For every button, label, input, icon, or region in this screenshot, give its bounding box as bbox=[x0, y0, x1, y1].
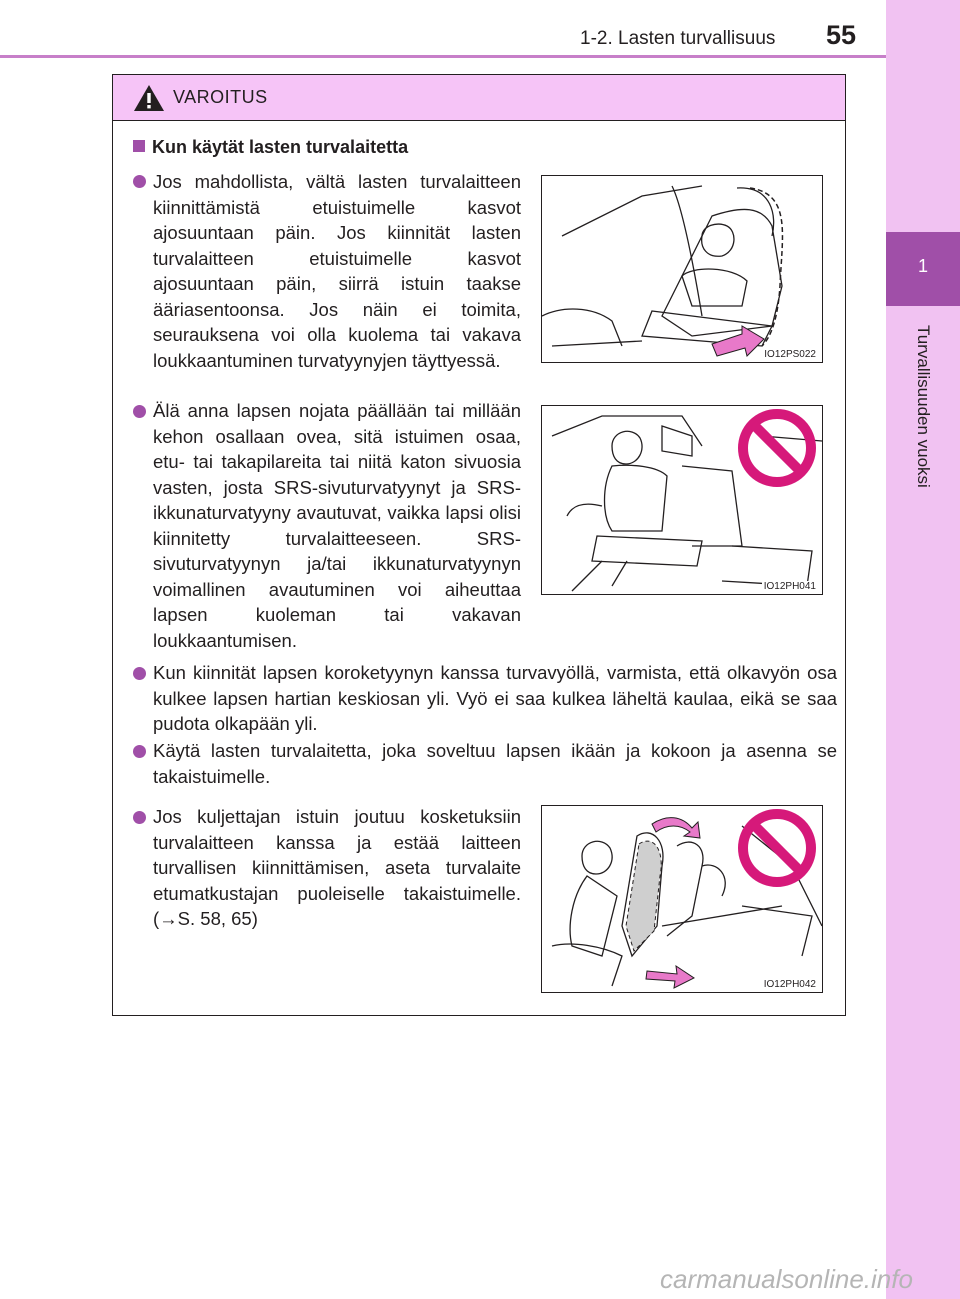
prohibition-icon bbox=[743, 414, 811, 482]
warning-triangle-icon bbox=[133, 83, 165, 113]
bullet-dot-icon bbox=[133, 405, 146, 418]
watermark: carmanualsonline.info bbox=[660, 1264, 913, 1294]
square-bullet-icon bbox=[133, 140, 145, 152]
bullet-dot-icon bbox=[133, 175, 146, 188]
figure-child-leaning bbox=[541, 405, 823, 595]
subheading-text: Kun käytät lasten turvalaitetta bbox=[152, 137, 409, 157]
child-seat-illustration bbox=[542, 176, 823, 363]
bullet-dot-icon bbox=[133, 667, 146, 680]
bullet-3-text: Kun kiinnität lapsen koroketyynyn kanssa turvavyöllä, varmista, että olkavyön osa kulkee lapsen hartian keskiosan yli. Vyö ei saa kulkea läheltä kaulaa, eikä se saa pudota olkapään yli. bbox=[153, 662, 837, 734]
section-title: 1-2. Lasten turvallisuus bbox=[580, 28, 776, 49]
bullet-1-text: Jos mahdollista, vältä lasten turvalaitteen kiinnittämistä etuistuimelle kasvot ajosuuntaan päin. Jos kiinnität lasten turvalaitteen etuistuimelle kasvot ajosuuntaan päin, siirrä istuin taakse ääriasentoonsa. Jos näin ei toimita, seurauksena voi olla kuolema tai vakava loukkaantuminen turvatyynyjen täyttyessä. bbox=[153, 171, 521, 371]
bullet-dot-icon bbox=[133, 745, 146, 758]
figure-seat-contact bbox=[541, 805, 823, 993]
bullet-2-text: Älä anna lapsen nojata päällään tai millään kehon osallaan ovea, sitä istuimen osaa, etu- tai takapilareita tai niitä katon sivuosia vasten, josta SRS-sivuturvatyynyt ja SRS-ikkunaturvatyyny avautuvat, vaikka lapsi olisi kiinnitetty turvalaitteeseen. SRS-sivuturvatyynyn ja/tai ikkunaturvatyynyn voimallinen avautuminen voi aiheuttaa lapsen kuoleman tai vakavan loukkaantumisen. bbox=[153, 400, 521, 651]
bullet-dot-icon bbox=[133, 811, 146, 824]
chapter-label: Turvallisuuden vuoksi bbox=[914, 325, 933, 488]
warning-box bbox=[112, 74, 846, 1016]
warning-title: VAROITUS bbox=[173, 87, 268, 107]
prohibition-icon bbox=[743, 814, 811, 882]
figure-child-seat-front bbox=[541, 175, 823, 363]
chapter-side-tab bbox=[886, 0, 960, 1299]
page-number: 55 bbox=[826, 20, 857, 50]
seat-contact-illustration bbox=[542, 806, 823, 993]
child-booster-illustration bbox=[542, 406, 823, 595]
header-divider bbox=[0, 55, 886, 58]
subheading bbox=[133, 137, 408, 158]
figure-code: IO12PS022 bbox=[764, 349, 816, 360]
figure-code: IO12PH041 bbox=[763, 581, 816, 592]
chapter-number: 1 bbox=[917, 256, 928, 276]
figure-code: IO12PH042 bbox=[763, 979, 816, 990]
bullet-4-text: Käytä lasten turvalaitetta, joka soveltuu lapsen ikään ja kokoon ja asenna se takaistuimelle. bbox=[153, 740, 837, 787]
bullet-5-text: Jos kuljettajan istuin joutuu kosketuksiin turvalaitteen kanssa ja estää laitteen turvallisen kiinnittämisen, aseta turvalaite etumatkustajan puoleiselle takaistuimelle. (→S. 58, 65) bbox=[153, 806, 521, 929]
warning-header bbox=[113, 75, 845, 121]
